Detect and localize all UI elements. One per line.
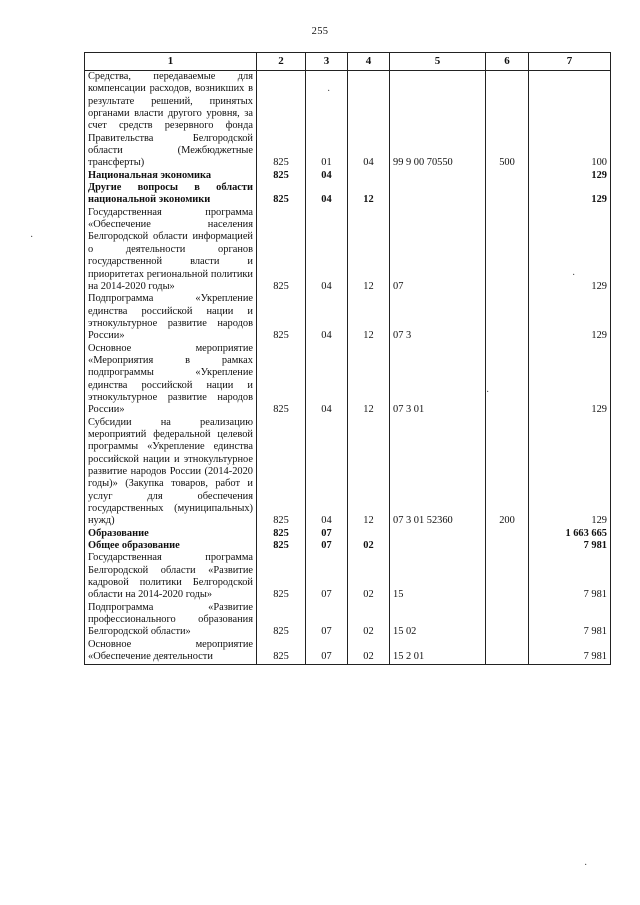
cell-amount: 7 981 [529, 639, 611, 664]
cell-amount: 100 [529, 71, 611, 170]
cell-section-code: 07 [306, 639, 348, 664]
cell-amount: 129 [529, 182, 611, 207]
cell-section-code: 07 [306, 528, 348, 540]
cell-amount: 1 663 665 [529, 528, 611, 540]
cell-section-code: 04 [306, 182, 348, 207]
cell-amount: 7 981 [529, 602, 611, 639]
cell-expense-type [486, 182, 529, 207]
row-name: Основное мероприятие «Мероприятия в рамках подпрограммы «Укрепление единства российской нации и этнокультурное развитие народов России» [85, 343, 257, 417]
cell-subsection-code: 12 [348, 182, 390, 207]
cell-subsection-code: 12 [348, 293, 390, 342]
cell-expense-type [486, 639, 529, 664]
cell-subsection-code: 02 [348, 639, 390, 664]
scan-speck: · [30, 232, 34, 243]
cell-section-code: 04 [306, 417, 348, 528]
column-header-3: 3 [306, 53, 348, 71]
cell-expense-type: 200 [486, 417, 529, 528]
cell-subsection-code: 12 [348, 207, 390, 293]
cell-ministry-code: 825 [257, 417, 306, 528]
column-header-6: 6 [486, 53, 529, 71]
table-row [85, 417, 611, 528]
column-header-5: 5 [390, 53, 486, 71]
row-name: Средства, передаваемые для компенсации расходов, возникших в результате решений, принятых органами власти другого уровня, за счет средств резервного фонда Правительства Белгородской области (Межбюджетные трансферты) [85, 71, 257, 170]
cell-amount: 129 [529, 417, 611, 528]
column-header-2: 2 [257, 53, 306, 71]
cell-section-code: 07 [306, 602, 348, 639]
cell-subsection-code: 04 [348, 71, 390, 170]
cell-section-code: 07 [306, 540, 348, 552]
cell-target-article: 07 3 01 52360 [390, 417, 486, 528]
cell-ministry-code: 825 [257, 182, 306, 207]
cell-section-code: 04 [306, 293, 348, 342]
cell-expense-type [486, 552, 529, 601]
row-name: Другие вопросы в области национальной экономики [85, 182, 257, 207]
cell-subsection-code: 12 [348, 417, 390, 528]
table-row [85, 207, 611, 293]
cell-ministry-code: 825 [257, 71, 306, 170]
row-name: Государственная программа «Обеспечение населения Белгородской области информацией о деятельности органов государственной власти и приоритетах региональной политики на 2014-2020 годы» [85, 207, 257, 293]
cell-ministry-code: 825 [257, 602, 306, 639]
cell-target-article [390, 528, 486, 540]
table-row [85, 71, 611, 170]
cell-amount: 129 [529, 207, 611, 293]
cell-ministry-code: 825 [257, 639, 306, 664]
table-row [85, 602, 611, 639]
table-row [85, 540, 611, 552]
cell-target-article: 07 [390, 207, 486, 293]
table-row [85, 293, 611, 342]
cell-expense-type [486, 540, 529, 552]
cell-expense-type [486, 602, 529, 639]
cell-ministry-code: 825 [257, 540, 306, 552]
cell-ministry-code: 825 [257, 528, 306, 540]
cell-target-article: 15 2 01 [390, 639, 486, 664]
table-header [85, 53, 611, 71]
cell-ministry-code: 825 [257, 207, 306, 293]
row-name: Подпрограмма «Укрепление единства российской нации и этнокультурное развитие народов России» [85, 293, 257, 342]
cell-amount: 7 981 [529, 552, 611, 601]
cell-expense-type [486, 207, 529, 293]
cell-target-article: 07 3 [390, 293, 486, 342]
row-name: Подпрограмма «Развитие профессионального образования Белгородской области» [85, 602, 257, 639]
table-row [85, 639, 611, 664]
cell-ministry-code: 825 [257, 170, 306, 182]
cell-amount: 129 [529, 170, 611, 182]
column-header-1: 1 [85, 53, 257, 71]
cell-amount: 7 981 [529, 540, 611, 552]
scan-speck: · [327, 86, 331, 97]
budget-table [84, 52, 611, 665]
cell-amount: 129 [529, 343, 611, 417]
cell-ministry-code: 825 [257, 293, 306, 342]
cell-ministry-code: 825 [257, 343, 306, 417]
row-name: Государственная программа Белгородской области «Развитие кадровой политики Белгородской области на 2014-2020 годы» [85, 552, 257, 601]
scan-speck: · [572, 270, 576, 281]
table-row [85, 528, 611, 540]
table-row [85, 170, 611, 182]
cell-expense-type [486, 170, 529, 182]
table-row [85, 343, 611, 417]
table-row [85, 552, 611, 601]
row-name: Образование [85, 528, 257, 540]
row-name: Основное мероприятие «Обеспечение деятельности [85, 639, 257, 664]
scan-speck: · [486, 387, 490, 398]
cell-subsection-code: 02 [348, 602, 390, 639]
cell-subsection-code: 02 [348, 540, 390, 552]
cell-amount: 129 [529, 293, 611, 342]
cell-target-article: 15 [390, 552, 486, 601]
table-row [85, 182, 611, 207]
row-name: Общее образование [85, 540, 257, 552]
cell-ministry-code: 825 [257, 552, 306, 601]
cell-section-code: 04 [306, 207, 348, 293]
cell-expense-type [486, 528, 529, 540]
cell-subsection-code: 02 [348, 552, 390, 601]
page-number: 255 [311, 26, 329, 37]
cell-subsection-code [348, 528, 390, 540]
cell-target-article [390, 540, 486, 552]
column-header-4: 4 [348, 53, 390, 71]
cell-target-article: 15 02 [390, 602, 486, 639]
cell-target-article: 07 3 01 [390, 343, 486, 417]
cell-target-article [390, 182, 486, 207]
cell-section-code: 04 [306, 343, 348, 417]
cell-section-code: 01 [306, 71, 348, 170]
cell-expense-type [486, 343, 529, 417]
scan-speck: · [584, 860, 588, 871]
cell-expense-type [486, 293, 529, 342]
cell-target-article: 99 9 00 70550 [390, 71, 486, 170]
row-name: Национальная экономика [85, 170, 257, 182]
cell-section-code: 07 [306, 552, 348, 601]
row-name: Субсидии на реализацию мероприятий федеральной целевой программы «Укрепление единства российской нации и этнокультурное развитие народов России (2014-2020 годы)» (Закупка товаров, работ и услуг для обеспечения государственных (муниципальных) нужд) [85, 417, 257, 528]
header-row [85, 53, 611, 71]
cell-section-code: 04 [306, 170, 348, 182]
cell-subsection-code [348, 170, 390, 182]
column-header-7: 7 [529, 53, 611, 71]
cell-subsection-code: 12 [348, 343, 390, 417]
cell-target-article [390, 170, 486, 182]
table-body [85, 71, 611, 665]
cell-expense-type: 500 [486, 71, 529, 170]
